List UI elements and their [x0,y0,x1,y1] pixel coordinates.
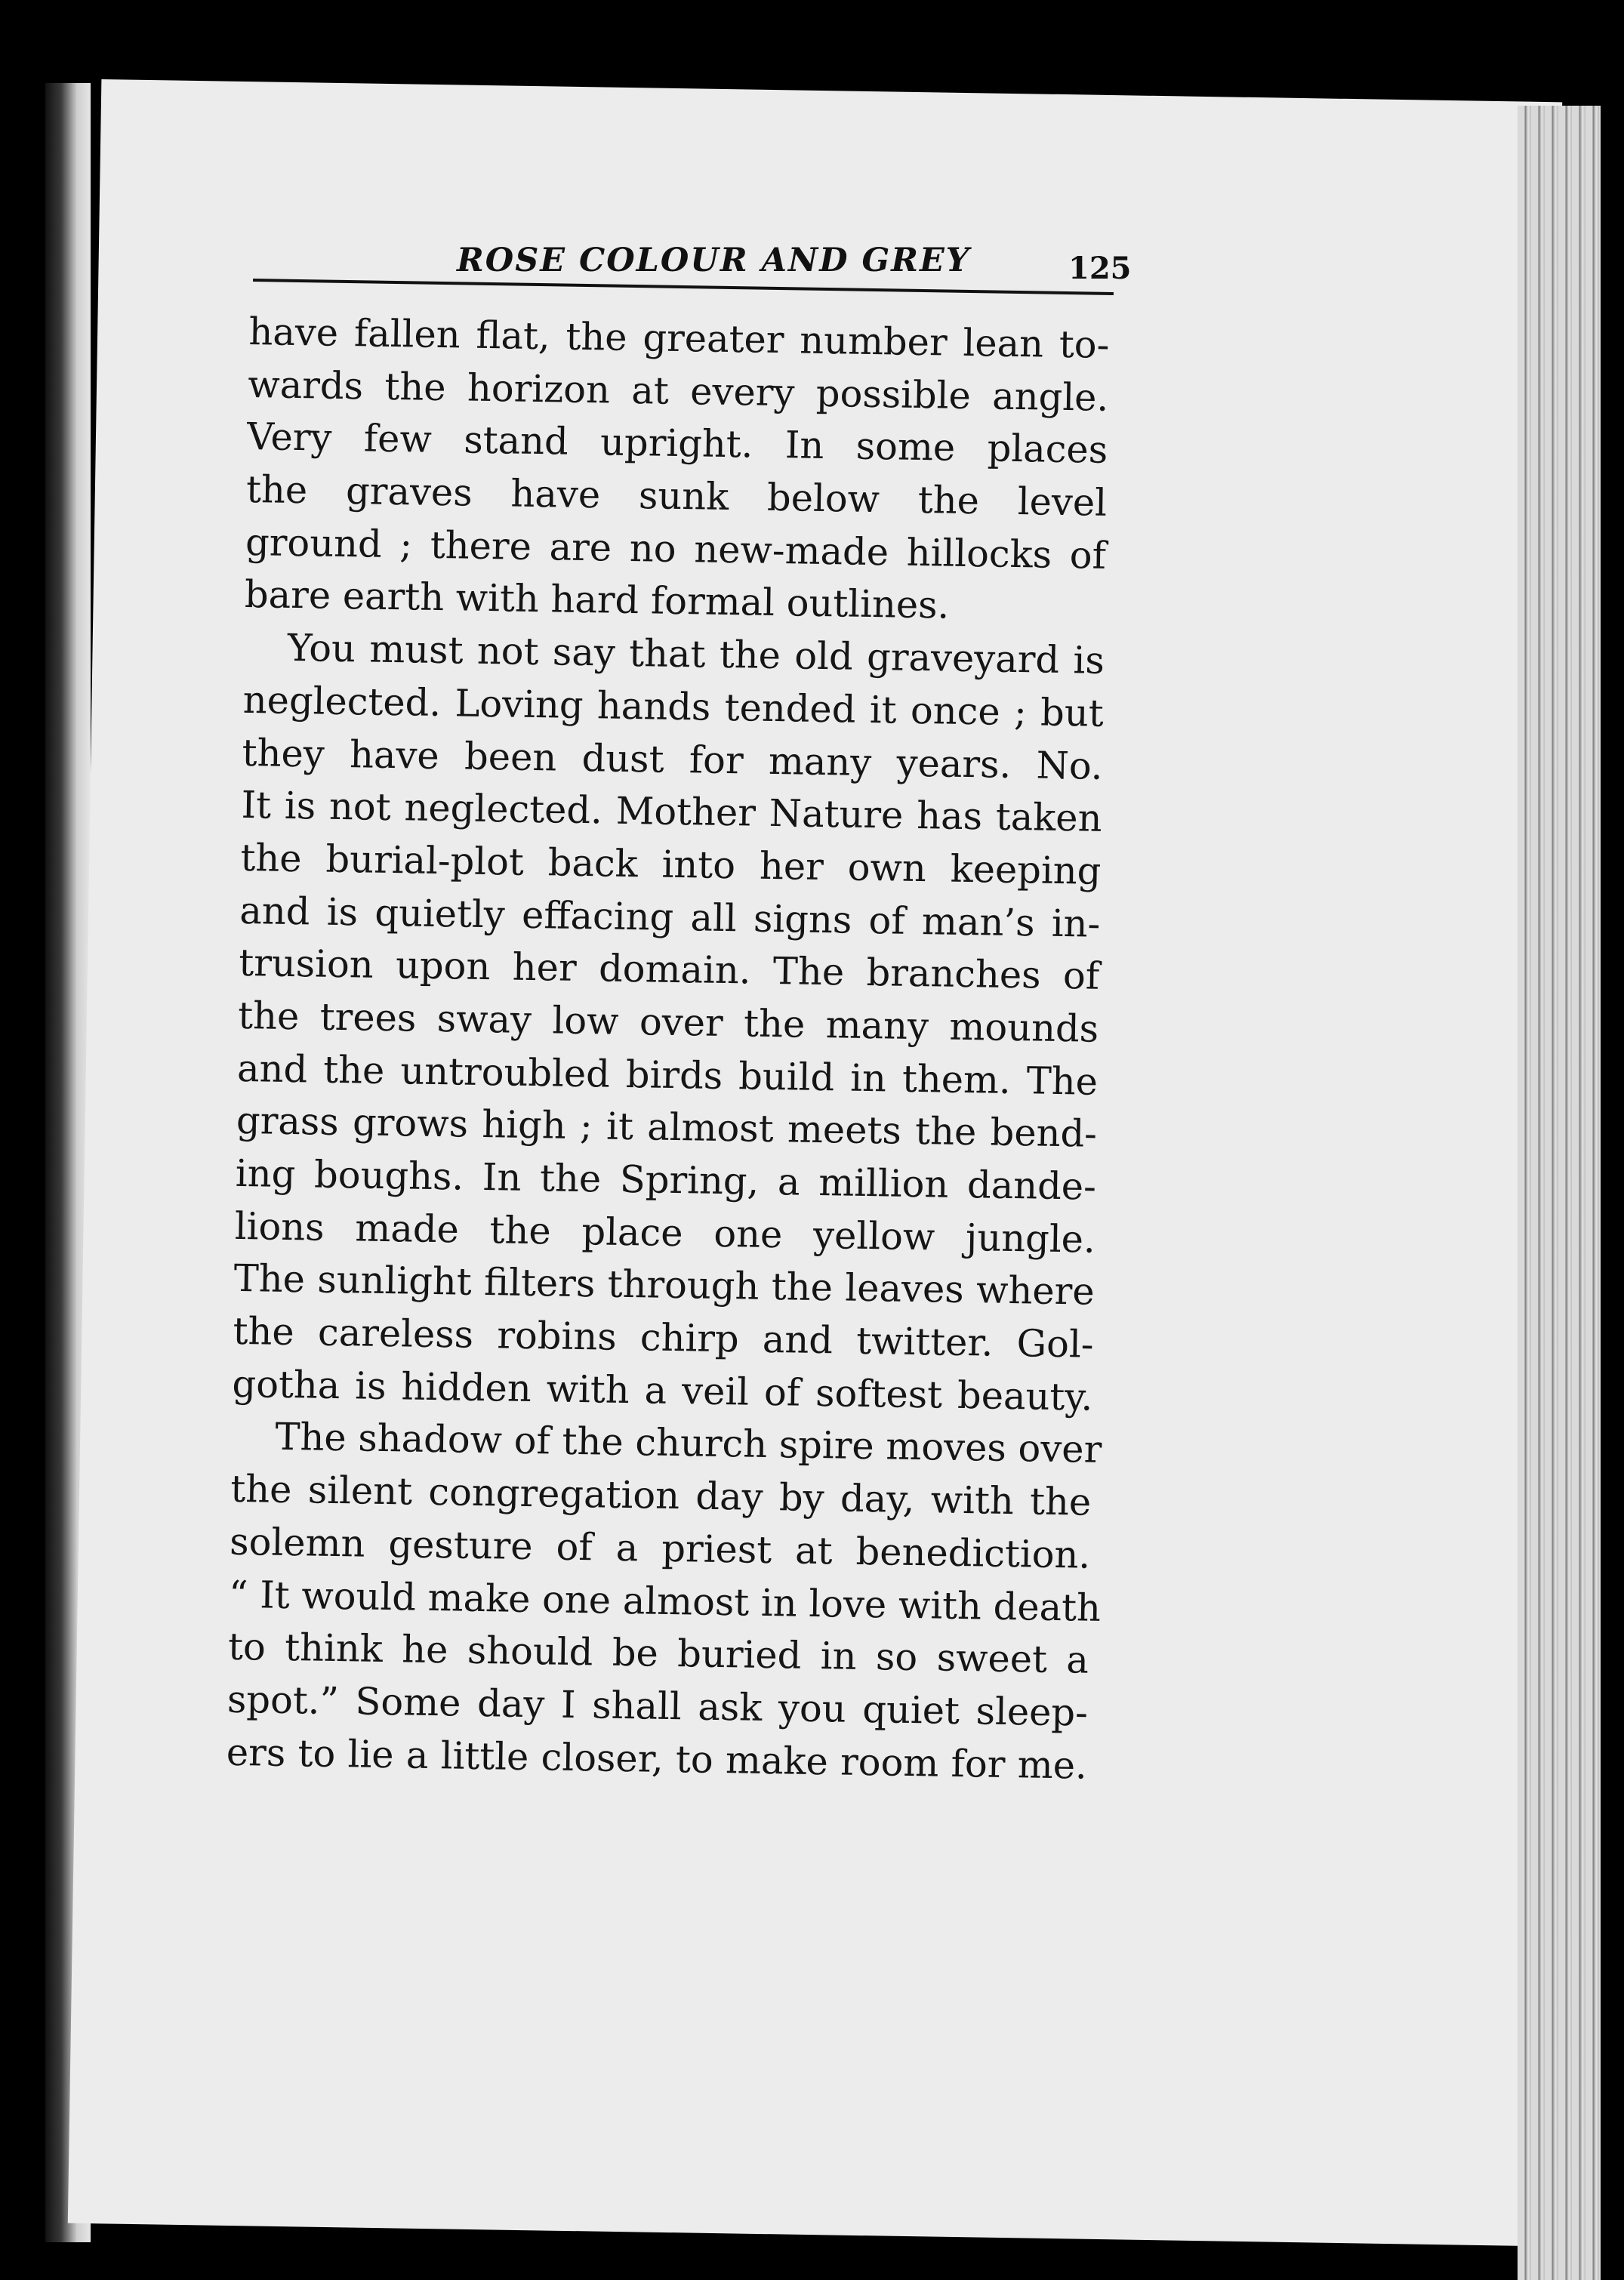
text-line: ground ; there are no new-made hillocks of [245,519,1107,578]
text-line: bare earth with hard formal outlines. [244,572,950,628]
text-line: trusion upon her domain. The branches of [238,941,1100,999]
text-line: The shadow of the church spire moves over [275,1415,1102,1472]
text-line: It is not neglected. Mother Nature has taken [241,783,1102,841]
text-line: the burial-plot back into her own keeping [240,835,1102,893]
text-line: they have been dust for many years. No. [242,730,1104,788]
text-line: the graves have sunk below the level [245,467,1108,525]
text-line: The sunlight filters through the leaves where [233,1256,1096,1314]
text-line: to think he should be buried in so sweet a [227,1624,1089,1682]
text-line: solemn gesture of a priest at benediction. [229,1519,1091,1577]
text-line: wards the horizon at every possible angle. [247,362,1109,420]
book-page-edges [1518,106,1601,2280]
page-number: 125 [1068,251,1132,286]
text-line: spot.” Some day I shall ask you quiet sleep- [226,1677,1089,1735]
body-text [226,306,1110,1792]
text-line: “ It would make one almost in love with death [228,1572,1102,1630]
text-line: and the untroubled birds build in them. The [236,1046,1099,1104]
text-line: ers to lie a little closer, to make room for me. [226,1730,1088,1788]
text-line: ing boughs. In the Spring, a million dande- [235,1151,1097,1209]
text-line: lions made the place one yellow jungle. [234,1203,1096,1262]
text-line: and is quietly effacing all signs of man’s in- [239,888,1101,946]
text-line: the silent congregation day by day, with the [230,1466,1092,1524]
text-line: grass grows high ; it almost meets the bend- [236,1098,1098,1157]
text-line: Very few stand upright. In some places [246,414,1108,473]
running-head: ROSE COLOUR AND GREY [457,242,971,279]
text-line: neglected. Loving hands tended it once ; but [242,677,1105,735]
text-line: have fallen flat, the greater number lean to- [248,309,1110,367]
text-line: the trees sway low over the many mounds [237,993,1099,1051]
text-line: gotha is hidden with a veil of softest beauty. [232,1361,1093,1419]
text-line: You must not say that the old graveyard is [287,625,1105,682]
text-line: the careless robins chirp and twitter. Gol- [233,1308,1094,1366]
